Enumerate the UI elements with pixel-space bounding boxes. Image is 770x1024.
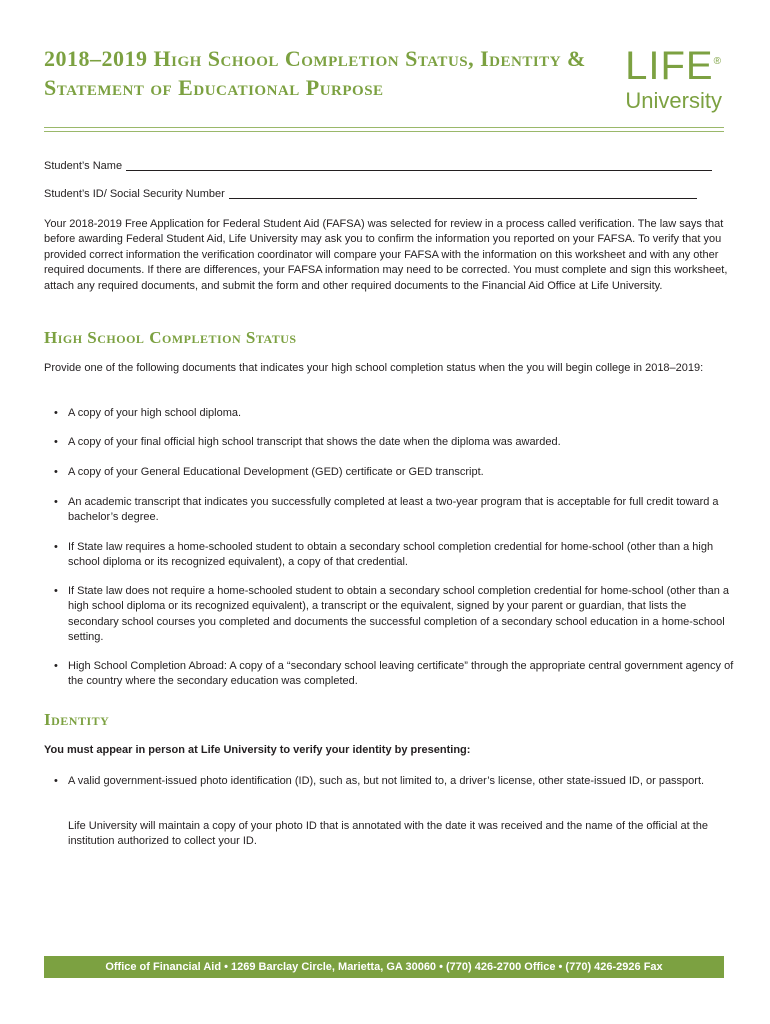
logo-university: University [625,88,722,113]
identity-heading: Identity [44,710,110,729]
identity-lead: You must appear in person at Life University to verify your identity by presenting: [44,744,471,756]
list-item: • If State law requires a home-schooled student to obtain a secondary school completion credential for home-school (other than a high school diploma or its recognized equivalent), a copy of that credential. [44,540,738,571]
life-university-logo [612,46,722,114]
logo-registered-mark: ® [713,56,722,67]
student-name-label: Student’s Name [44,160,123,172]
hs-completion-heading: High School Completion Status [44,328,297,347]
list-item: • A copy of your final official high school transcript that shows the date when the diploma was awarded. [44,435,738,450]
student-id-line[interactable] [229,186,697,199]
logo-word: LIFE [625,44,714,88]
header-rule-top [44,127,724,128]
list-item: • A valid government-issued photo identification (ID), such as, but not limited to, a driver’s license, other state-issued ID, or passport. [44,774,738,789]
list-item: • A copy of your General Educational Development (GED) certificate or GED transcript. [44,465,738,480]
student-name-line[interactable] [126,158,712,171]
student-name-field[interactable] [44,158,712,172]
list-item: • A copy of your high school diploma. [44,406,738,421]
intro-paragraph: Your 2018-2019 Free Application for Federal Student Aid (FAFSA) was selected for review in a process called verification. The law says that before awarding Federal Student Aid, Life University may ask you to confirm the information you reported on your FAFSA. To verify that you provided correct information the verification coordinator will compare your FAFSA with the information on this worksheet and with any other required documents. If there are differences, your FAFSA information may need to be corrected. You must complete and sign this worksheet, attach any required documents, and submit the form and other required documents to the Financial Aid Office at Life University. [44,218,728,292]
footer-contact-bar: Office of Financial Aid • 1269 Barclay Circle, Marietta, GA 30060 • (770) 426-2700 Office • (770) 426-2926 Fax [44,956,724,978]
list-item: • If State law does not require a home-schooled student to obtain a secondary school completion credential for home-school (other than a high school diploma or its recognized equivalent), a transcript or the equivalent, signed by your parent or guardian, that lists the secondary school courses you completed and documents the successful completion of a secondary school education in a home-school setting. [44,584,738,646]
student-id-field[interactable] [44,186,697,200]
list-item: • High School Completion Abroad: A copy of a “secondary school leaving certificate” through the appropriate central government agency of the country where the secondary education was completed. [44,659,738,690]
student-id-label: Student’s ID/ Social Security Number [44,188,225,200]
identity-note: Life University will maintain a copy of your photo ID that is annotated with the date it was received and the name of the official at the institution authorized to collect your ID. [68,820,708,848]
list-item: • An academic transcript that indicates you successfully completed at least a two-year program that is acceptable for full credit toward a bachelor’s degree. [44,495,738,526]
header-rule-bottom [44,131,724,132]
form-title: 2018–2019 High School Completion Status, Identity & Statement of Educational Purpose [44,46,586,100]
hs-lead: Provide one of the following documents that indicates your high school completion status when the you will begin college in 2018–2019: [44,362,704,374]
